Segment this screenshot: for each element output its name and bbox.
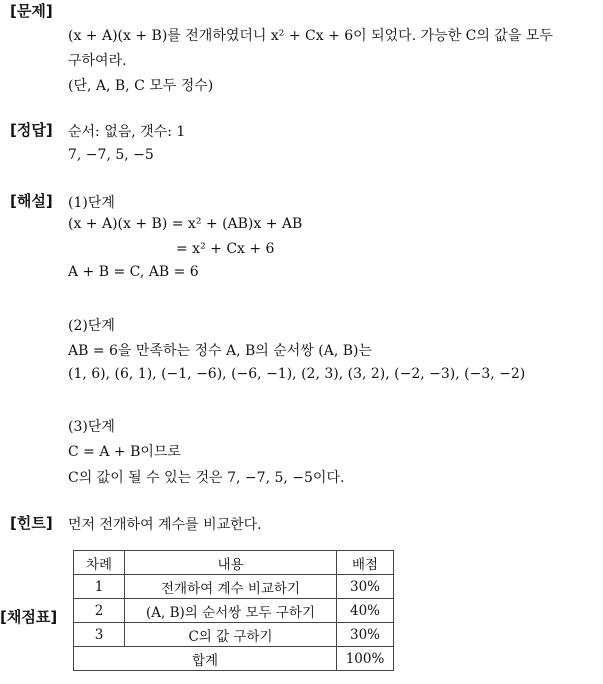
table-row bbox=[74, 599, 394, 623]
rubric-row-points: 30% bbox=[337, 575, 394, 599]
rubric-row-content: (A, B)의 순서쌍 모두 구하기 bbox=[125, 599, 337, 623]
rubric-total-label: 합계 bbox=[74, 647, 337, 671]
table-row bbox=[74, 575, 394, 599]
step2-line-2: (1, 6), (6, 1), (−1, −6), (−6, −1), (2, 3), (3, 2), (−2, −3), (−3, −2) bbox=[68, 366, 526, 382]
table-row bbox=[74, 623, 394, 647]
rubric-label: [채점표] bbox=[0, 608, 58, 626]
rubric-table bbox=[73, 550, 394, 671]
problem-label: [문제] bbox=[10, 2, 53, 20]
rubric-row-no: 2 bbox=[74, 599, 125, 623]
step1-equation-2: = x² + Cx + 6 bbox=[176, 241, 275, 257]
rubric-row-points: 30% bbox=[337, 623, 394, 647]
rubric-row-points: 40% bbox=[337, 599, 394, 623]
problem-line-1: (x + A)(x + B)를 전개하였더니 x² + Cx + 6이 되었다. 가능한 C의 값을 모두 bbox=[68, 28, 553, 44]
rubric-header-row bbox=[74, 551, 394, 575]
answer-line-1: 순서: 없음, 갯수: 1 bbox=[68, 124, 186, 140]
step2-line-1: AB = 6을 만족하는 정수 A, B의 순서쌍 (A, B)는 bbox=[68, 343, 372, 359]
rubric-total-row bbox=[74, 647, 394, 671]
rubric-header-content: 내용 bbox=[125, 551, 337, 575]
rubric-row-no: 3 bbox=[74, 623, 125, 647]
rubric-header-points: 배점 bbox=[337, 551, 394, 575]
step3-line-2: C의 값이 될 수 있는 것은 7, −7, 5, −5이다. bbox=[68, 470, 345, 486]
rubric-row-content: C의 값 구하기 bbox=[125, 623, 337, 647]
step3-line-1: C = A + B이므로 bbox=[68, 444, 181, 460]
rubric-row-no: 1 bbox=[74, 575, 125, 599]
rubric-total-points: 100% bbox=[337, 647, 394, 671]
solution-label: [해설] bbox=[10, 192, 53, 210]
step2-title: (2)단계 bbox=[68, 318, 115, 334]
rubric-header-no: 차례 bbox=[74, 551, 125, 575]
step1-equation-3: A + B = C, AB = 6 bbox=[68, 264, 199, 280]
hint-label: [힌트] bbox=[10, 514, 53, 532]
answer-line-2: 7, −7, 5, −5 bbox=[68, 147, 154, 163]
step1-title: (1)단계 bbox=[68, 195, 115, 211]
step1-equation-1: (x + A)(x + B) = x² + (AB)x + AB bbox=[68, 216, 303, 232]
hint-text: 먼저 전개하여 계수를 비교한다. bbox=[68, 517, 262, 533]
problem-line-3: (단, A, B, C 모두 정수) bbox=[68, 78, 214, 94]
answer-label: [정답] bbox=[10, 121, 53, 139]
step3-title: (3)단계 bbox=[68, 419, 115, 435]
rubric-row-content: 전개하여 계수 비교하기 bbox=[125, 575, 337, 599]
problem-line-2: 구하여라. bbox=[68, 53, 127, 69]
